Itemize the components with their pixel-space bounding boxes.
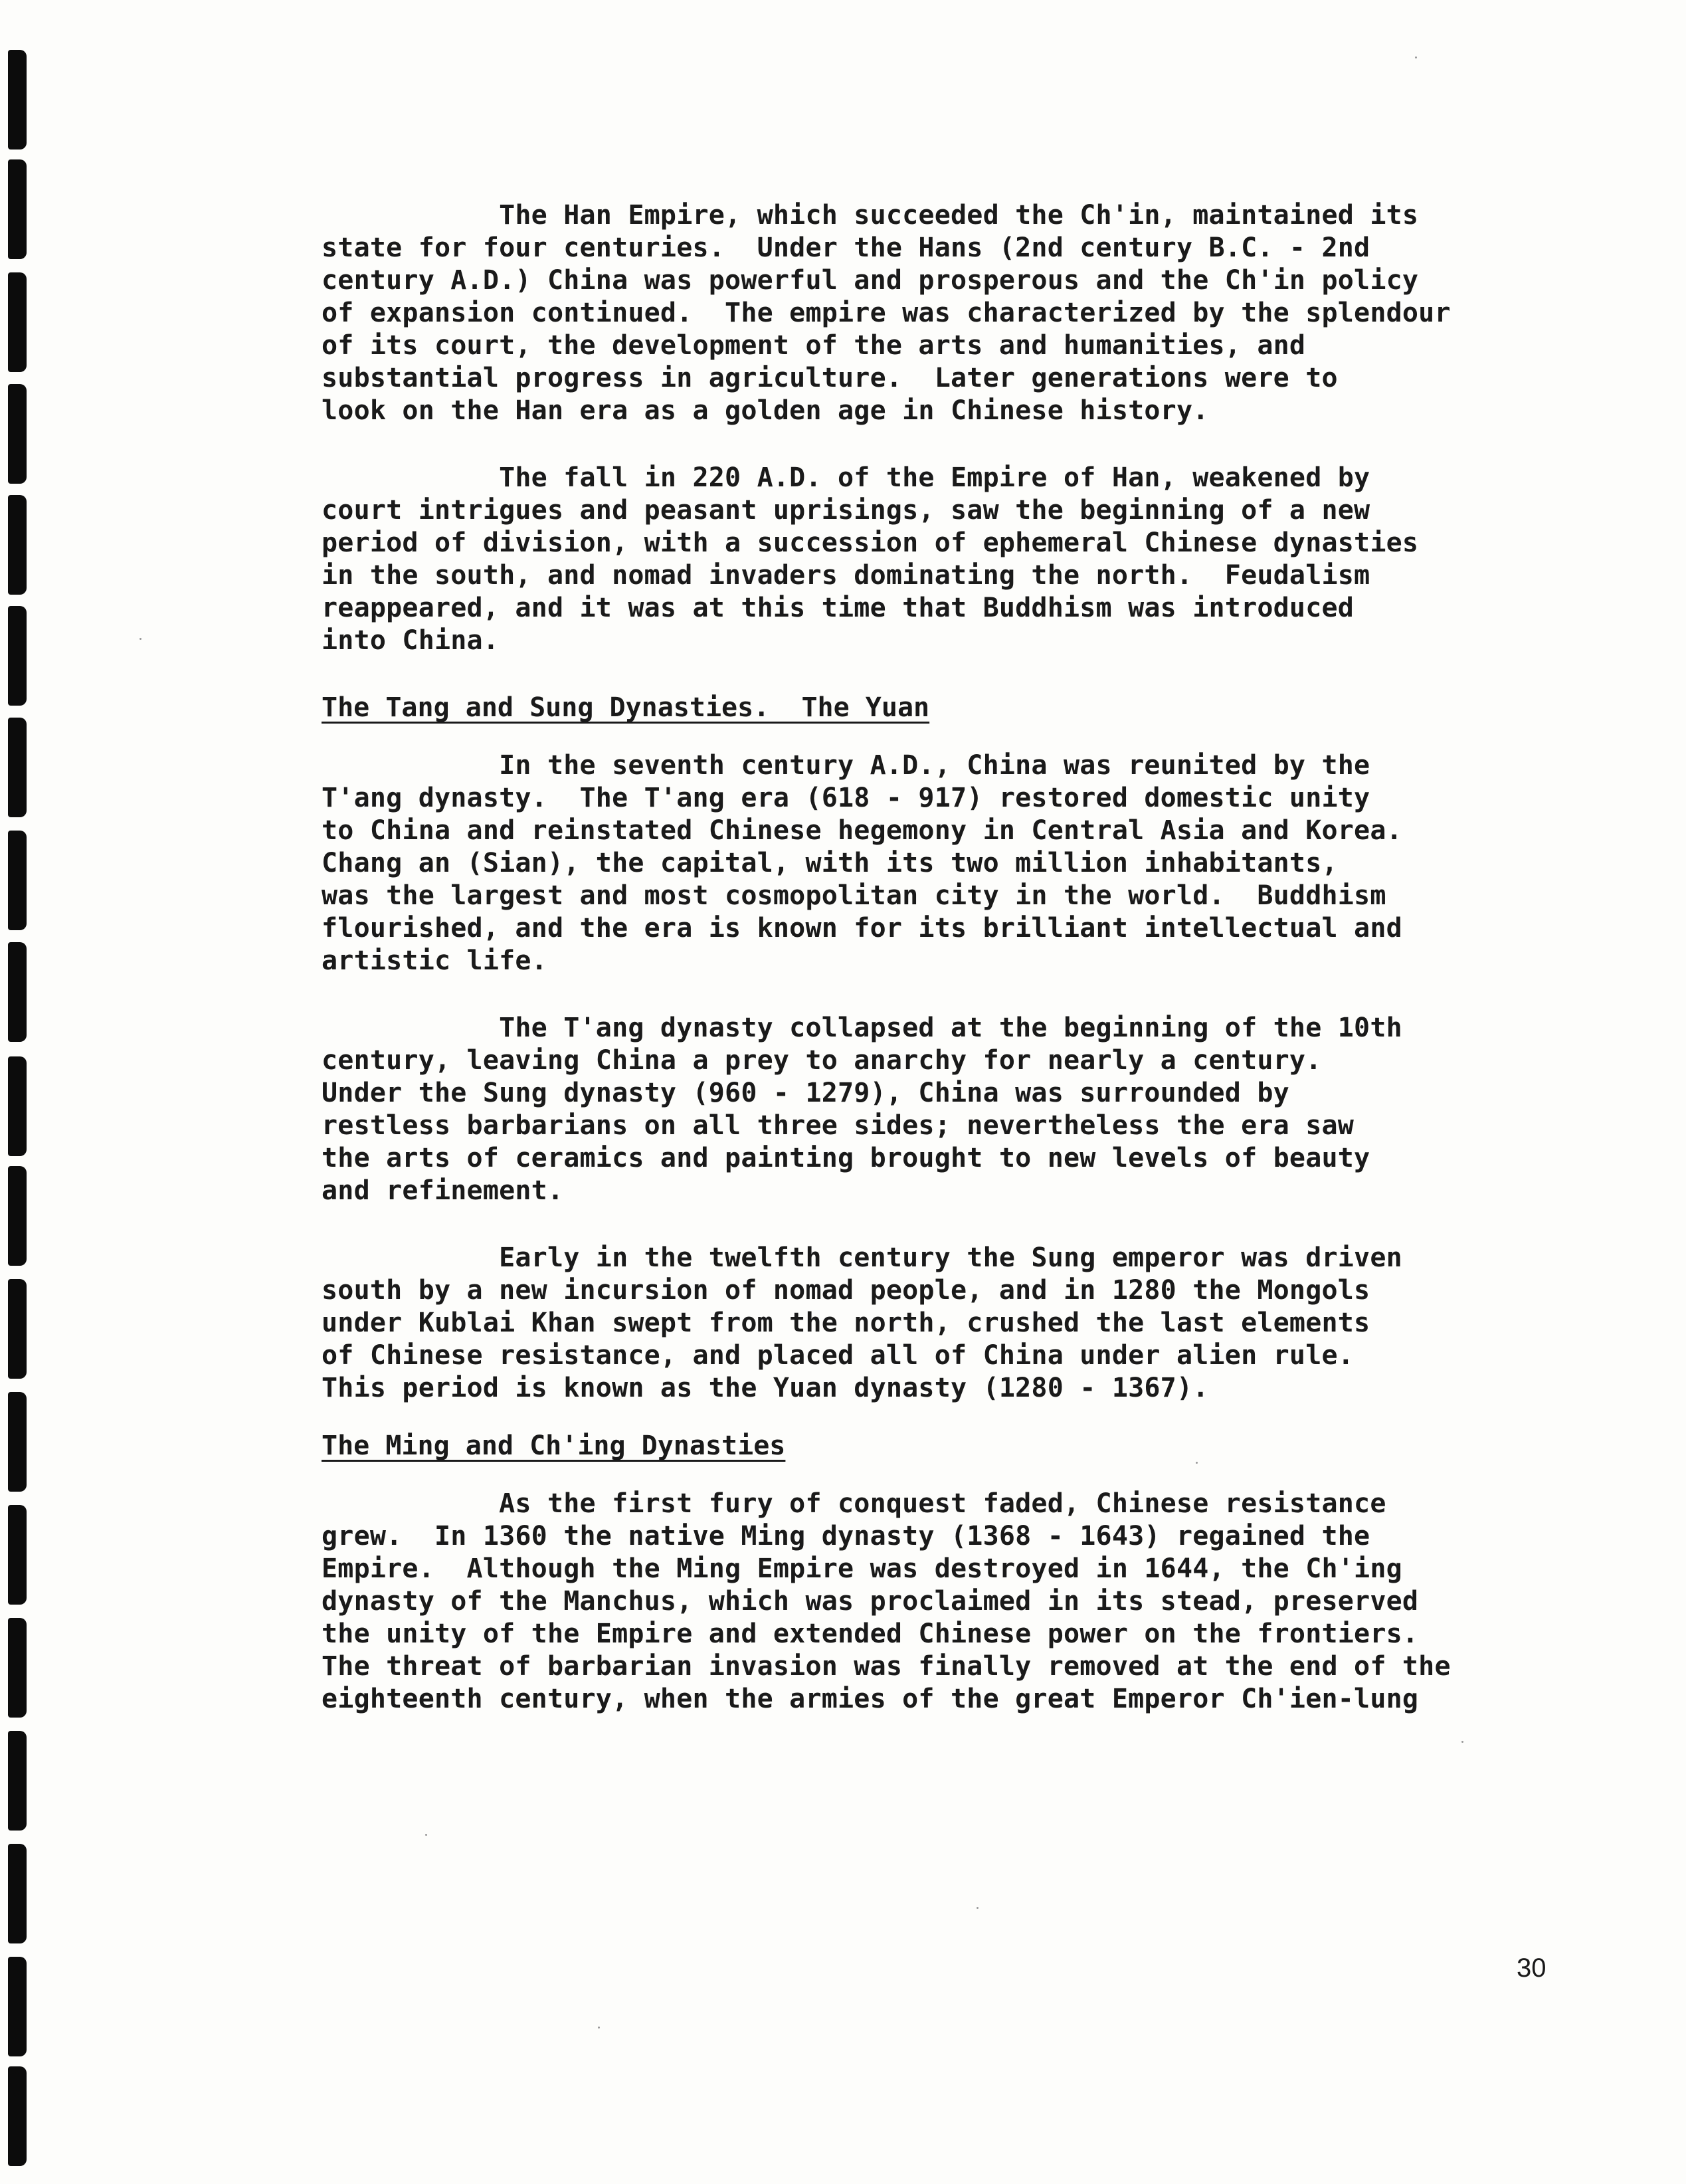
binding-hole [8, 831, 27, 930]
binding-hole [8, 495, 27, 595]
scan-speck [1196, 1462, 1198, 1464]
binding-hole [8, 1505, 27, 1605]
paragraph-han-empire: The Han Empire, which succeeded the Ch'in, maintained its state for four centuries. Under the Hans (2nd century B.C. - 2nd century A.D.) China was powerful and prosperous and the Ch'in policy of expansion continued. The empire was characterized by the splendour of its court, the development of the arts and humanities, and substantial progress in agriculture. Later generations were to look on the Han era as a golden age in Chinese history. [322, 200, 1451, 426]
binding-hole [8, 1166, 27, 1266]
binding-hole [8, 1392, 27, 1492]
binding-hole [8, 159, 27, 259]
scan-speck [1461, 1741, 1463, 1743]
binding-hole [8, 50, 27, 149]
binding-hole [8, 1844, 27, 1943]
binding-hole [8, 942, 27, 1042]
scan-speck [977, 1907, 979, 1909]
binding-hole [8, 718, 27, 817]
binding-hole [8, 1957, 27, 2056]
binding-hole [8, 1279, 27, 1379]
paragraph-tang-collapse: The T'ang dynasty collapsed at the beginning of the 10th century, leaving China a prey to anarchy for nearly a century. Under the Sung dynasty (960 - 1279), China was surrounded by restless barbarians on all three sides; nevertheless the era saw the arts of ceramics and painting brought to new levels of beauty and refinement. [322, 1013, 1402, 1206]
paragraph-ming-ching: As the first fury of conquest faded, Chinese resistance grew. In 1360 the native Ming dynasty (1368 - 1643) regained the Empire. Although the Ming Empire was destroyed in 1644, the Ch'ing dynasty of the Manchus, which was proclaimed in its stead, preserved the unity of the Empire and extended Chinese power on the frontiers. The threat of barbarian invasion was finally removed at the end of the eighteenth century, when the armies of the great Emperor Ch'ien-lung [322, 1488, 1451, 1714]
scan-speck [1415, 56, 1417, 58]
paragraph-tang-reunification: In the seventh century A.D., China was reunited by the T'ang dynasty. The T'ang era (618 - 917) restored domestic unity to China and reinstated Chinese hegemony in Central Asia and Korea. Chang an (Sian), the capital, with its two million inhabitants, was the largest and most cosmopolitan city in the world. Buddhism flourished, and the era is known for its brilliant intellectual and artistic life. [322, 750, 1402, 976]
section-heading-tang-sung: The Tang and Sung Dynasties. The Yuan [322, 692, 930, 723]
page-number: 30 [1517, 1953, 1546, 1983]
scan-speck [425, 1834, 427, 1836]
binding-hole [8, 1618, 27, 1718]
binding-hole [8, 384, 27, 484]
section-heading-ming-ching: The Ming and Ch'ing Dynasties [322, 1431, 786, 1461]
scan-speck [598, 2027, 600, 2029]
binding-hole [8, 2066, 27, 2166]
scan-speck [140, 638, 141, 640]
binding-hole [8, 1056, 27, 1156]
paragraph-mongol-conquest: Early in the twelfth century the Sung emperor was driven south by a new incursion of nomad people, and in 1280 the Mongols under Kublai Khan swept from the north, crushed the last elements of Chinese resistance, and placed all of China under alien rule. This period is known as the Yuan dynasty (1280 - 1367). [322, 1242, 1402, 1403]
body-text [322, 199, 1491, 1716]
binding-hole [8, 272, 27, 372]
binding-hole [8, 1731, 27, 1831]
paragraph-fall-of-han: The fall in 220 A.D. of the Empire of Han, weakened by court intrigues and peasant uprisings, saw the beginning of a new period of division, with a succession of ephemeral Chinese dynasties in the south, and nomad invaders dominating the north. Feudalism reappeared, and it was at this time that Buddhism was introduced into China. [322, 462, 1419, 656]
binding-holes [0, 0, 53, 2184]
binding-hole [8, 606, 27, 706]
